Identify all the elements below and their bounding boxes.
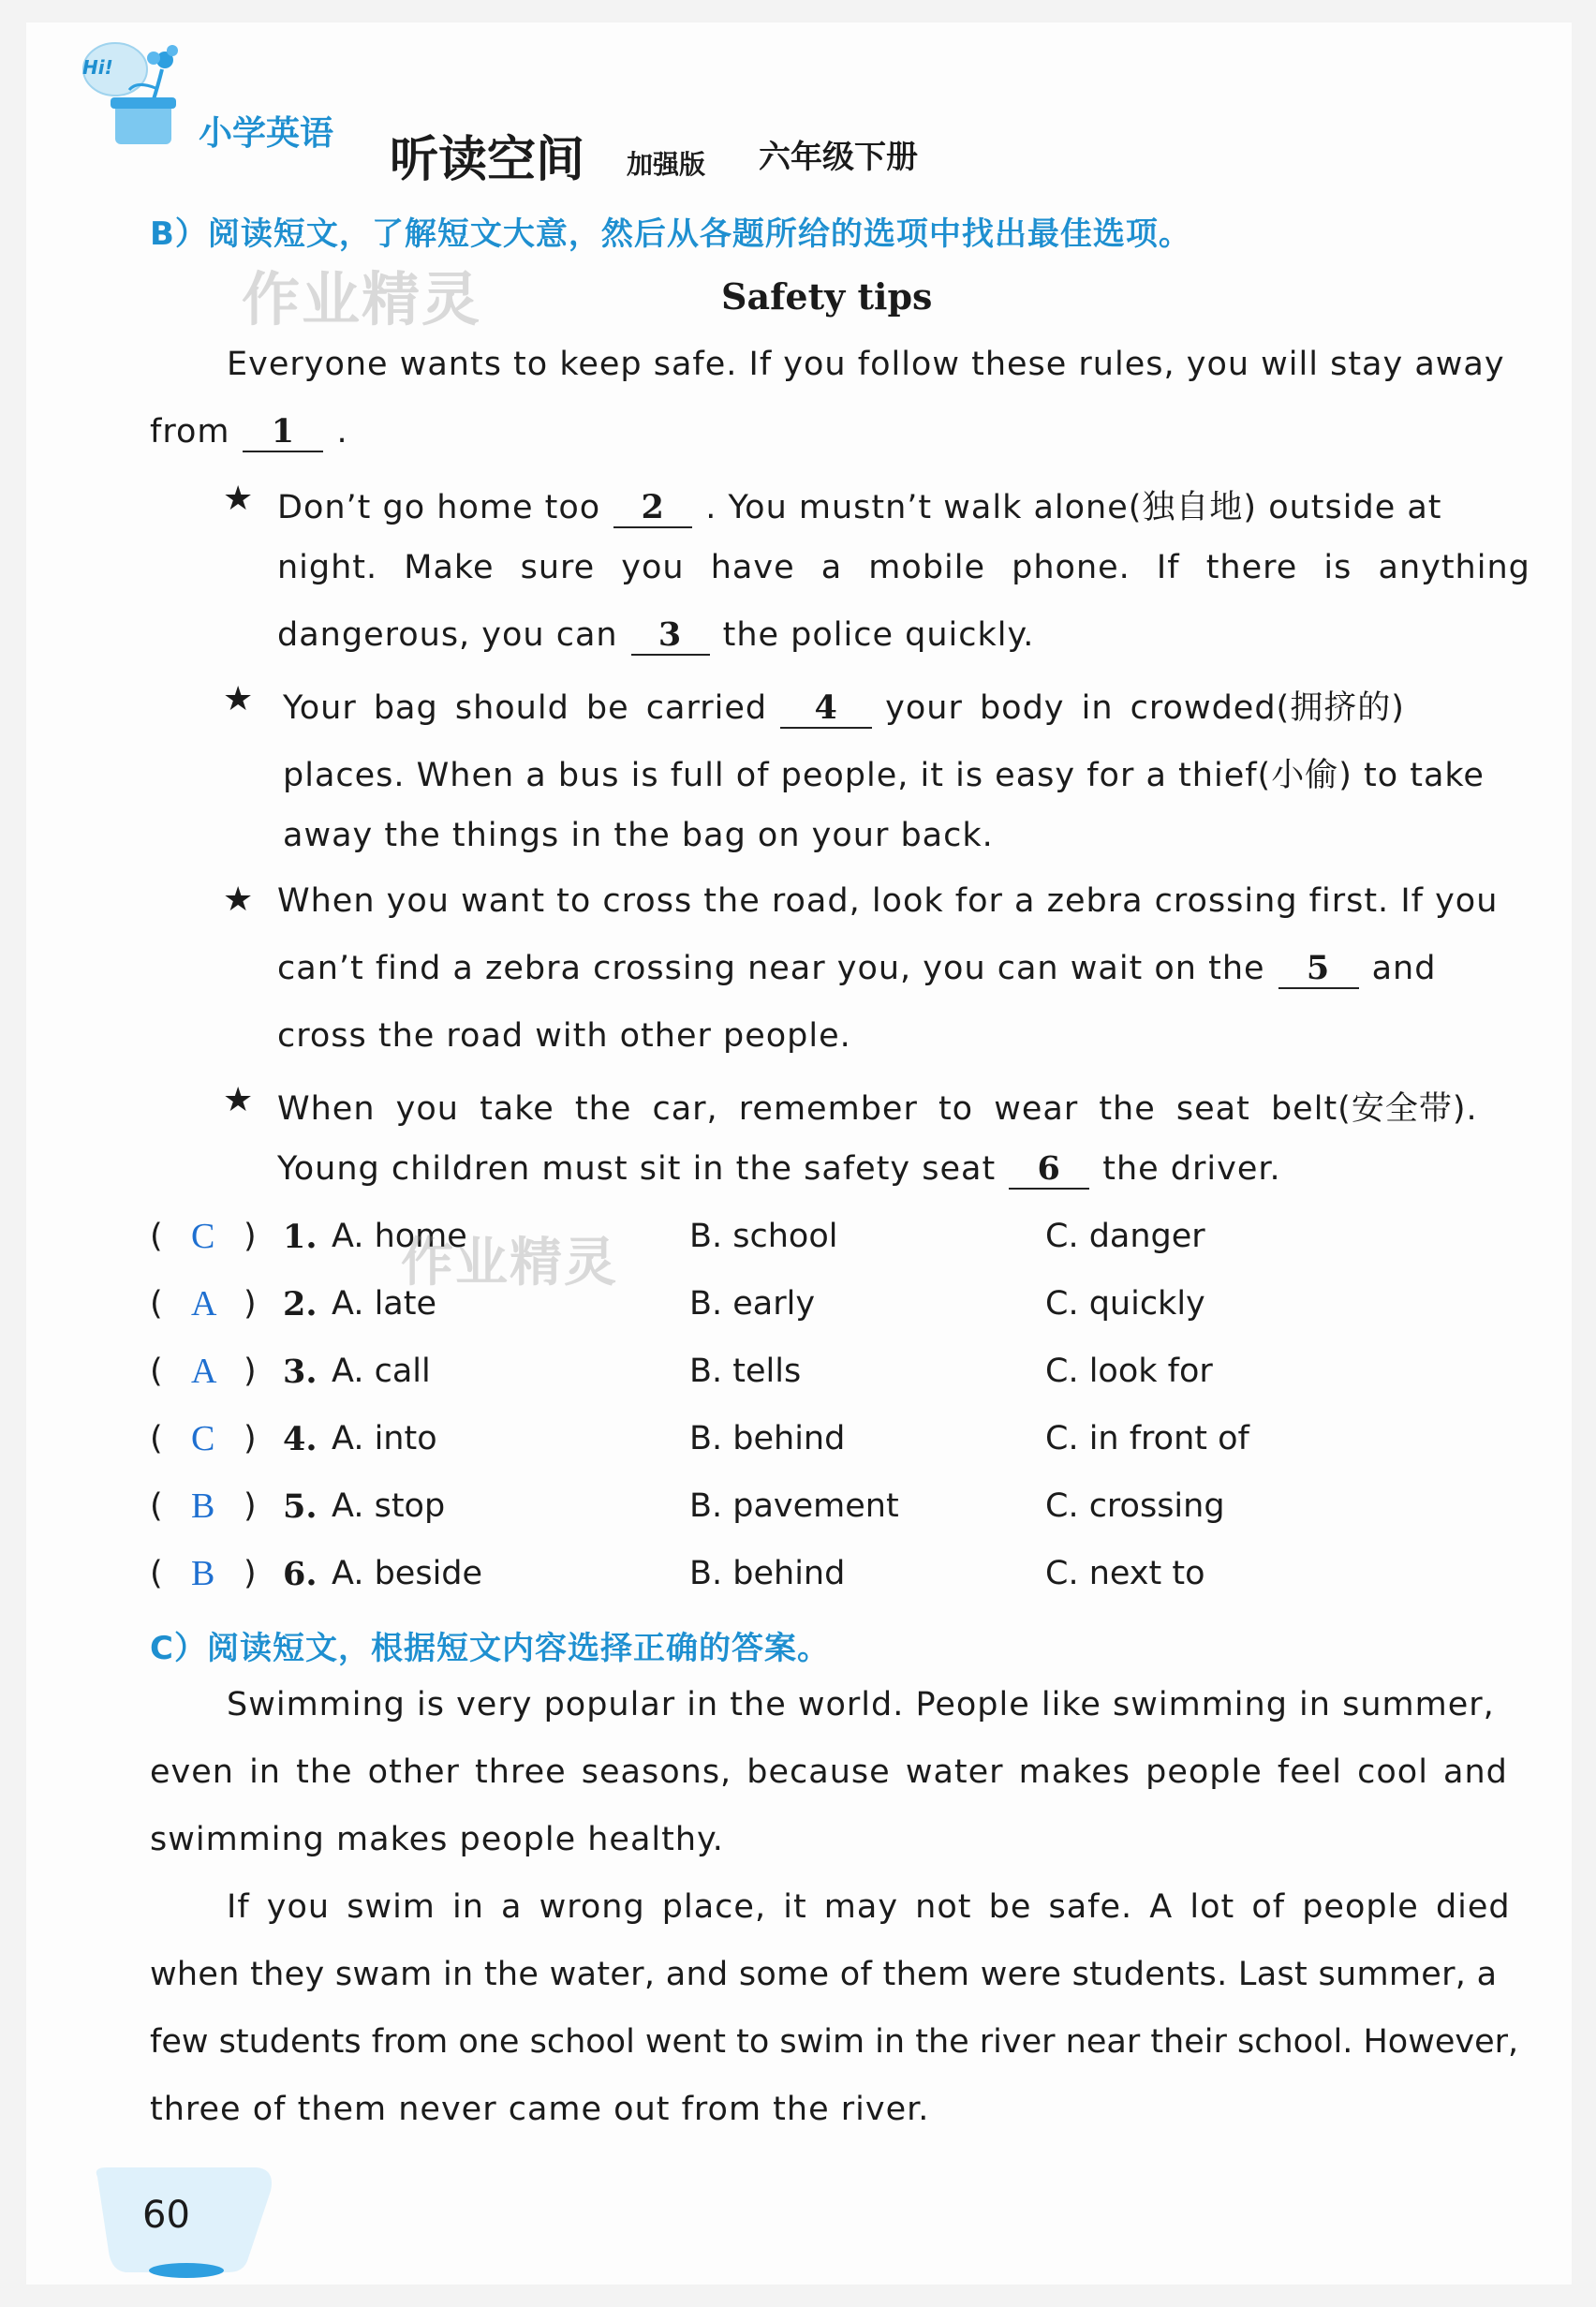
para2-line-4: three of them never came out from the river. <box>150 2091 930 2128</box>
tip3-line-2: can’t find a zebra crossing near you, you can wait on the 5 and <box>277 950 1436 989</box>
option-a: A. late <box>332 1285 437 1323</box>
answer-letter: C <box>191 1217 215 1256</box>
question-number: 1. <box>283 1218 318 1256</box>
para2-line-2: when they swam in the water, and some of them were students. Last summer, a <box>150 1956 1498 1993</box>
question-number: 2. <box>283 1285 318 1324</box>
blank-3: 3 <box>631 616 710 656</box>
option-b: B. behind <box>689 1420 846 1457</box>
option-c: C. quickly <box>1045 1285 1205 1323</box>
option-c: C. danger <box>1045 1218 1205 1255</box>
option-b: B. pavement <box>689 1487 899 1525</box>
para1-line-3: swimming makes people healthy. <box>150 1821 724 1858</box>
option-c: C. in front of <box>1045 1420 1249 1457</box>
option-c: C. crossing <box>1045 1487 1225 1525</box>
watermark: 作业精灵 <box>242 265 482 333</box>
answer-letter: A <box>191 1352 217 1391</box>
option-a: A. into <box>332 1420 437 1457</box>
option-a: A. call <box>332 1353 431 1390</box>
star-icon: ★ <box>223 880 254 919</box>
tip1-line-3: dangerous, you can 3 the police quickly. <box>277 616 1034 656</box>
star-icon: ★ <box>223 1081 254 1119</box>
option-c: C. look for <box>1045 1353 1213 1390</box>
intro-line-2: from 1 . <box>150 413 348 452</box>
blank-6: 6 <box>1009 1150 1089 1190</box>
answer-letter: B <box>191 1486 215 1526</box>
star-icon: ★ <box>223 480 254 518</box>
page-number: 60 <box>142 2194 190 2237</box>
blank-4: 4 <box>780 689 872 729</box>
blank-1: 1 <box>243 413 323 452</box>
answer-letter: C <box>191 1419 215 1458</box>
section-c-instruction: C）阅读短文，根据短文内容选择正确的答案。 <box>150 1630 830 1667</box>
question-number: 4. <box>283 1420 318 1458</box>
option-b: B. tells <box>689 1353 802 1390</box>
para2-line-1: If you swim in a wrong place, it may not be safe. A lot of people died <box>227 1888 1511 1926</box>
tip2-line-1: Your bag should be carried 4 your body in crowded(拥挤的) <box>283 682 1405 729</box>
hi-badge: Hi! <box>82 56 113 79</box>
tip1-line-2: night. Make sure you have a mobile phone. If there is anything <box>277 549 1530 586</box>
tip4-line-2: Young children must sit in the safety seat 6 the driver. <box>277 1150 1281 1190</box>
watermark: 作业精灵 <box>401 1233 618 1294</box>
para2-line-3: few students from one school went to swim in the river near their school. However, <box>150 2023 1519 2061</box>
option-c: C. next to <box>1045 1555 1205 1592</box>
option-a: A. stop <box>332 1487 446 1525</box>
answer-letter: B <box>191 1554 215 1593</box>
question-number: 6. <box>283 1555 318 1593</box>
flower-pot-icon <box>64 22 204 163</box>
tip1-line-1: Don’t go home too 2 . You mustn’t walk alone(独自地) outside at <box>277 481 1442 528</box>
star-icon: ★ <box>223 680 254 718</box>
section-b-instruction: B）阅读短文，了解短文大意，然后从各题所给的选项中找出最佳选项。 <box>150 215 1191 253</box>
option-b: B. school <box>689 1218 838 1255</box>
page: Hi! 小学英语 听读空间 加强版 六年级下册 B）阅读短文，了解短文大意，然后从各题所给的选项中找出最佳选项。 Safety tips Everyone wants to keep safe. If you follow these rules, you will stay away from 1 . ★ Don’t go home too 2 . You mustn’t walk alone(独自地) outside at night. Make sure you have a mobile phone. If there is anything dangerous, you can 3 the police quickly. ★ Your bag should be carried 4 your body in crowded(拥挤的) places. When a bus is full of people, it is easy for a thief(小偷) to take away the things in the bag on your back. ★ When you want to cross the road, look for a zebra crossing first. If you can’t find a zebra crossing near you, you can wait on the 5 and cross the road with other people. ★ When you take the car, remember to wear the seat belt(安全带). Young children must sit in the safety seat 6 the driver. ( C ) 1. A. home B. school C. danger ( A ) 2. A. late B. early C. quickly ( A ) 3. A. call B. tells C. look for ( C ) 4. A. into B. behind C. in front of ( B ) 5. A. stop B. pavement C. crossing ( B ) 6. A. beside B. behind C. next to C）阅读短文，根据短文内容选择正确的答案。 Swimming is very popular in the world. People like swimming in summer, even in the other three seasons, because water makes people feel cool and swimming makes people healthy. If you swim in a wrong place, it may not be safe. A lot of people died when they swam in the water, and some of them were students. Last summer, a few students from one school went to swim in the river near their school. However, three of them never came out from the river. 作业精灵 作业精灵 60 <box>26 22 1572 2285</box>
tip3-line-1: When you want to cross the road, look for a zebra crossing first. If you <box>277 882 1499 920</box>
tip2-line-2: places. When a bus is full of people, it is easy for a thief(小偷) to take <box>283 757 1485 794</box>
question-number: 3. <box>283 1353 318 1391</box>
tip2-line-3: away the things in the bag on your back. <box>283 817 994 854</box>
option-b: B. behind <box>689 1555 846 1592</box>
tip3-line-3: cross the road with other people. <box>277 1017 851 1055</box>
intro-line-1: Everyone wants to keep safe. If you follow these rules, you will stay away <box>227 346 1505 383</box>
passage-title: Safety tips <box>721 275 933 318</box>
option-a: A. beside <box>332 1555 483 1592</box>
option-b: B. early <box>689 1285 816 1323</box>
blank-5: 5 <box>1278 950 1359 989</box>
answer-letter: A <box>191 1284 217 1324</box>
blank-2: 2 <box>613 489 692 528</box>
brand-name: 听读空间 <box>390 132 585 188</box>
series-name: 小学英语 <box>199 114 334 153</box>
grade-label: 六年级下册 <box>759 139 918 176</box>
tip4-line-1: When you take the car, remember to wear the seat belt(安全带). <box>277 1090 1478 1128</box>
question-number: 5. <box>283 1487 318 1526</box>
edition-label: 加强版 <box>627 149 706 180</box>
para1-line-1: Swimming is very popular in the world. People like swimming in summer, <box>227 1686 1495 1723</box>
option-a: A. home <box>332 1218 467 1255</box>
para1-line-2: even in the other three seasons, because water makes people feel cool and <box>150 1753 1508 1791</box>
